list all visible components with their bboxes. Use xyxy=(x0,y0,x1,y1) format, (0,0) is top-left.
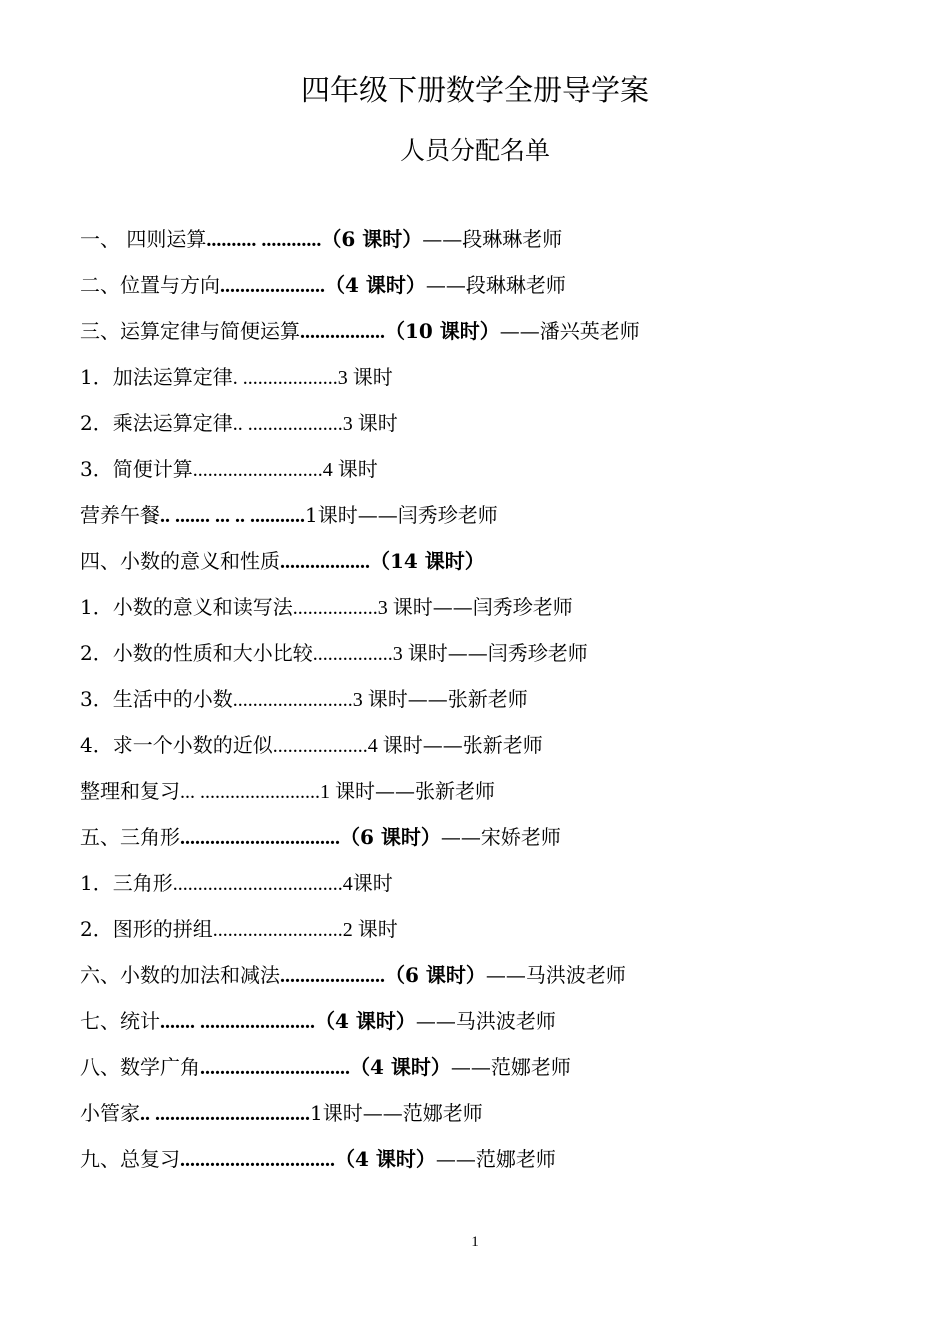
entry-dots: ................. xyxy=(292,597,378,619)
entry-teacher: ——闫秀珍老师 xyxy=(447,641,588,665)
entry-hours: 3 课时 xyxy=(377,597,433,619)
entry-dots: .. ....... ... .. ........... xyxy=(160,505,305,527)
entry-dots: .................................. xyxy=(172,873,343,895)
entry-dots: .................. xyxy=(280,551,370,573)
document-subtitle: 人员分配名单 xyxy=(399,136,550,165)
entry-hours: 4 课时 xyxy=(322,459,378,481)
entry-hours: 2 课时 xyxy=(342,919,398,941)
entry-hours: 1 课时 xyxy=(320,781,375,803)
entry-dots: ........................ xyxy=(232,689,353,711)
entry-teacher: ——闫秀珍老师 xyxy=(357,503,498,527)
entry-decimal-reading xyxy=(80,590,880,636)
entry-addition-laws xyxy=(80,360,880,406)
entry-dots: .. ................... xyxy=(232,413,343,435)
entry-hours: 3 课时 xyxy=(352,689,408,711)
entry-label: 三、运算定律与简便运算 xyxy=(80,319,300,343)
entry-hours: （4 课时） xyxy=(325,273,426,297)
entry-dots: ..................... xyxy=(220,275,325,297)
entry-hours: （4 课时） xyxy=(315,1009,416,1033)
entry-operation-laws xyxy=(80,314,880,360)
entry-label: 八、数学广角 xyxy=(80,1055,200,1079)
entry-teacher: ——张新老师 xyxy=(375,779,495,803)
entry-label: 3．简便计算 xyxy=(80,457,193,481)
entry-hours: （6 课时） xyxy=(321,227,423,251)
entry-hours: 3 课时 xyxy=(337,367,393,389)
entry-decimal-properties xyxy=(80,636,880,682)
entry-hours: （14 课时） xyxy=(370,549,485,573)
entry-little-manager xyxy=(80,1096,880,1142)
entry-dots: .......................... xyxy=(212,919,343,941)
entry-hours: 4 课时 xyxy=(367,735,423,757)
entry-label: 六、小数的加法和减法 xyxy=(80,963,280,987)
entry-dots: .......... ............ xyxy=(206,229,322,251)
entry-dots: ..................... xyxy=(280,965,385,987)
entry-teacher: ——闫秀珍老师 xyxy=(432,595,573,619)
entry-label: 一、 四则运算 xyxy=(80,227,207,251)
entry-position-direction xyxy=(80,268,880,314)
entry-statistics xyxy=(80,1004,880,1050)
entry-teacher: ——马洪波老师 xyxy=(485,963,626,987)
entry-hours: （6 课时） xyxy=(385,963,486,987)
entry-nutrition-lunch xyxy=(80,498,880,544)
entry-hours: 4课时 xyxy=(342,873,393,895)
entry-teacher: ——范娜老师 xyxy=(450,1055,571,1079)
entry-label: 五、三角形 xyxy=(80,825,180,849)
document-title: 四年级下册数学全册导学案 xyxy=(300,73,649,107)
entry-dots: ................ xyxy=(312,643,393,665)
entry-hours: 3 课时 xyxy=(342,413,398,435)
entry-label: 2．乘法运算定律 xyxy=(80,411,233,435)
entry-hours: （6 课时） xyxy=(340,825,441,849)
entry-dots: .. ............................... xyxy=(140,1103,310,1125)
entry-teacher: ——马洪波老师 xyxy=(415,1009,556,1033)
entry-label: 3．生活中的小数 xyxy=(80,687,233,711)
entry-multiplication-laws xyxy=(80,406,880,452)
entry-label: 九、总复习 xyxy=(80,1147,180,1171)
entry-dots: ................. xyxy=(300,321,385,343)
entry-decimal-approximation xyxy=(80,728,880,774)
entry-triangle-lesson xyxy=(80,866,880,912)
entry-teacher: ——段琳琳老师 xyxy=(422,227,563,251)
entry-teacher: ——张新老师 xyxy=(422,733,543,757)
entry-review-decimals xyxy=(80,774,880,820)
entry-dots: ................................ xyxy=(180,827,340,849)
entry-dots: ............................... xyxy=(180,1149,335,1171)
entry-label: 1．三角形 xyxy=(80,871,173,895)
entry-decimals-in-life xyxy=(80,682,880,728)
page-number: 1 xyxy=(471,1234,479,1250)
assignment-list xyxy=(80,222,880,1188)
entry-dots: ................... xyxy=(272,735,368,757)
entry-teacher: ——宋娇老师 xyxy=(440,825,561,849)
entry-label: 4．求一个小数的近似 xyxy=(80,733,273,757)
entry-teacher: ——段琳琳老师 xyxy=(425,273,566,297)
entry-decimal-add-subtract xyxy=(80,958,880,1004)
entry-label: 1．小数的意义和读写法 xyxy=(80,595,293,619)
entry-hours: 3 课时 xyxy=(392,643,448,665)
entry-hours: 1课时 xyxy=(305,503,358,527)
entry-general-review xyxy=(80,1142,880,1188)
entry-hours: （4 课时） xyxy=(350,1055,451,1079)
entry-shape-combination xyxy=(80,912,880,958)
entry-label: 2．图形的拼组 xyxy=(80,917,213,941)
entry-teacher: ——范娜老师 xyxy=(435,1147,556,1171)
entry-math-corner xyxy=(80,1050,880,1096)
entry-hours: （4 课时） xyxy=(335,1147,436,1171)
entry-teacher: ——潘兴英老师 xyxy=(499,319,640,343)
entry-dots: . ................... xyxy=(232,367,338,389)
entry-label: 四、小数的意义和性质 xyxy=(80,549,280,573)
entry-triangles xyxy=(80,820,880,866)
entry-label: 整理和复习 xyxy=(80,779,180,803)
entry-dots: .......................... xyxy=(192,459,323,481)
entry-dots: ....... ....................... xyxy=(160,1011,315,1033)
entry-hours: 1课时 xyxy=(310,1101,363,1125)
entry-label: 七、统计 xyxy=(80,1009,160,1033)
entry-label: 营养午餐 xyxy=(80,503,160,527)
entry-label: 2．小数的性质和大小比较 xyxy=(80,641,313,665)
entry-dots: .............................. xyxy=(200,1057,350,1079)
entry-teacher: ——范娜老师 xyxy=(362,1101,483,1125)
entry-dots: ... ........................ xyxy=(180,781,320,803)
entry-simple-calculation xyxy=(80,452,880,498)
entry-teacher: ——张新老师 xyxy=(407,687,528,711)
entry-four-operations xyxy=(80,222,880,268)
entry-label: 二、位置与方向 xyxy=(80,273,220,297)
entry-label: 小管家 xyxy=(80,1101,140,1125)
entry-decimal-meaning xyxy=(80,544,880,590)
entry-label: 1．加法运算定律 xyxy=(80,365,233,389)
entry-hours: （10 课时） xyxy=(385,319,500,343)
